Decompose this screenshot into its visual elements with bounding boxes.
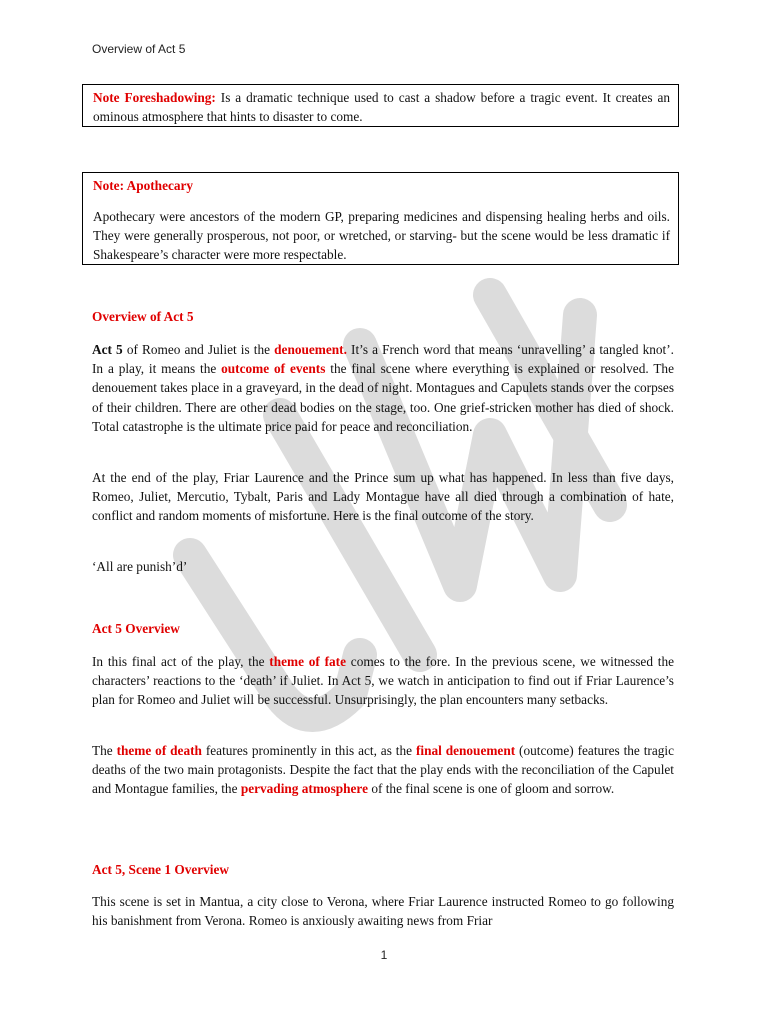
theme-of-fate-highlight: theme of fate — [269, 654, 347, 669]
foreshadowing-text: Is a dramatic technique used to cast a shadow before a tragic event. It creates an ominous atmosphere that hints to disaster to come. — [93, 90, 670, 124]
text-run: The — [92, 743, 117, 758]
page-header: Overview of Act 5 — [92, 42, 186, 56]
apothecary-text: Apothecary were ancestors of the modern GP, preparing medicines and dispensing healing herbs and oils. They were generally prosperous, not poor, or wretched, or starving- but the scene would be less dramatic if Shakespeare’s character were more respectable. — [93, 209, 670, 262]
text-run: (outcome) features the tragic deaths of the two main protagonists. Despite the fact that the play ends with the reconciliation of the Capulet and Montague families, the — [92, 743, 675, 797]
theme-of-death-highlight: theme of death — [116, 743, 202, 758]
overview-act5-heading: Overview of Act 5 — [92, 309, 194, 324]
act5-overview-heading: Act 5 Overview — [92, 621, 180, 636]
act5-lead: Act 5 — [92, 342, 123, 357]
overview-paragraph-2: At the end of the play, Friar Laurence and the Prince sum up what has happened. In less than five days, Romeo, Juliet, Mercutio, Tybalt, Paris and Lady Montague have all died through a combination of hate, conflict and random moments of misfortune. Here is the final outcome of the story. — [92, 470, 674, 524]
apothecary-label: Note: Apothecary — [93, 178, 194, 193]
quote-line: ‘All are punish’d’ — [92, 559, 188, 574]
text-run: It’s a French word that means ‘unravelling’ a tangled knot’. In a play, it means the — [92, 342, 674, 377]
text-run: comes to the fore. In the previous scene, we witnessed the characters’ reactions to the ‘death’ if Juliet. In Act 5, we watch in anticipation to find out if Friar Laurence’s plan for Romeo and Juliet will be successful. Unsurprisingly, the plan encounters many setbacks. — [92, 654, 675, 708]
text-run: the final scene where everything is explained or resolved. The denouement takes place in a graveyard, in the dead of night. Montagues and Capulets stands over the corpses of their children. There are other dead bodies on the stage, too. One grief-stricken mother has died of shock. Total catastrophe is the ultimate price paid for peace and reconciliation. — [92, 361, 674, 434]
text-run: In this final act of the play, the — [92, 654, 270, 669]
act5-overview-paragraph-1 — [92, 652, 674, 710]
act5-overview-paragraph-2 — [92, 741, 674, 799]
apothecary-note-box — [82, 172, 679, 265]
text-run: of the final scene is one of gloom and sorrow. — [368, 781, 615, 797]
act5-scene1-heading: Act 5, Scene 1 Overview — [92, 862, 229, 877]
denouement-highlight: denouement. — [274, 342, 347, 357]
text-run: features prominently in this act, as the — [201, 743, 416, 758]
page-number: 1 — [380, 948, 388, 962]
foreshadowing-note-box — [82, 84, 679, 127]
final-denouement-highlight: final denouement — [415, 743, 516, 758]
foreshadowing-label: Note Foreshadowing: — [93, 90, 216, 105]
text-run: of Romeo and Juliet is the — [122, 342, 275, 357]
act5-scene1-paragraph: This scene is set in Mantua, a city close to Verona, where Friar Laurence instructed Romeo to go following his banishment from Verona. Romeo is anxiously awaiting news from Friar — [92, 894, 674, 929]
pervading-atmosphere-highlight: pervading atmosphere — [240, 781, 368, 797]
overview-paragraph-1 — [92, 340, 674, 436]
outcome-highlight: outcome of events — [221, 361, 326, 377]
